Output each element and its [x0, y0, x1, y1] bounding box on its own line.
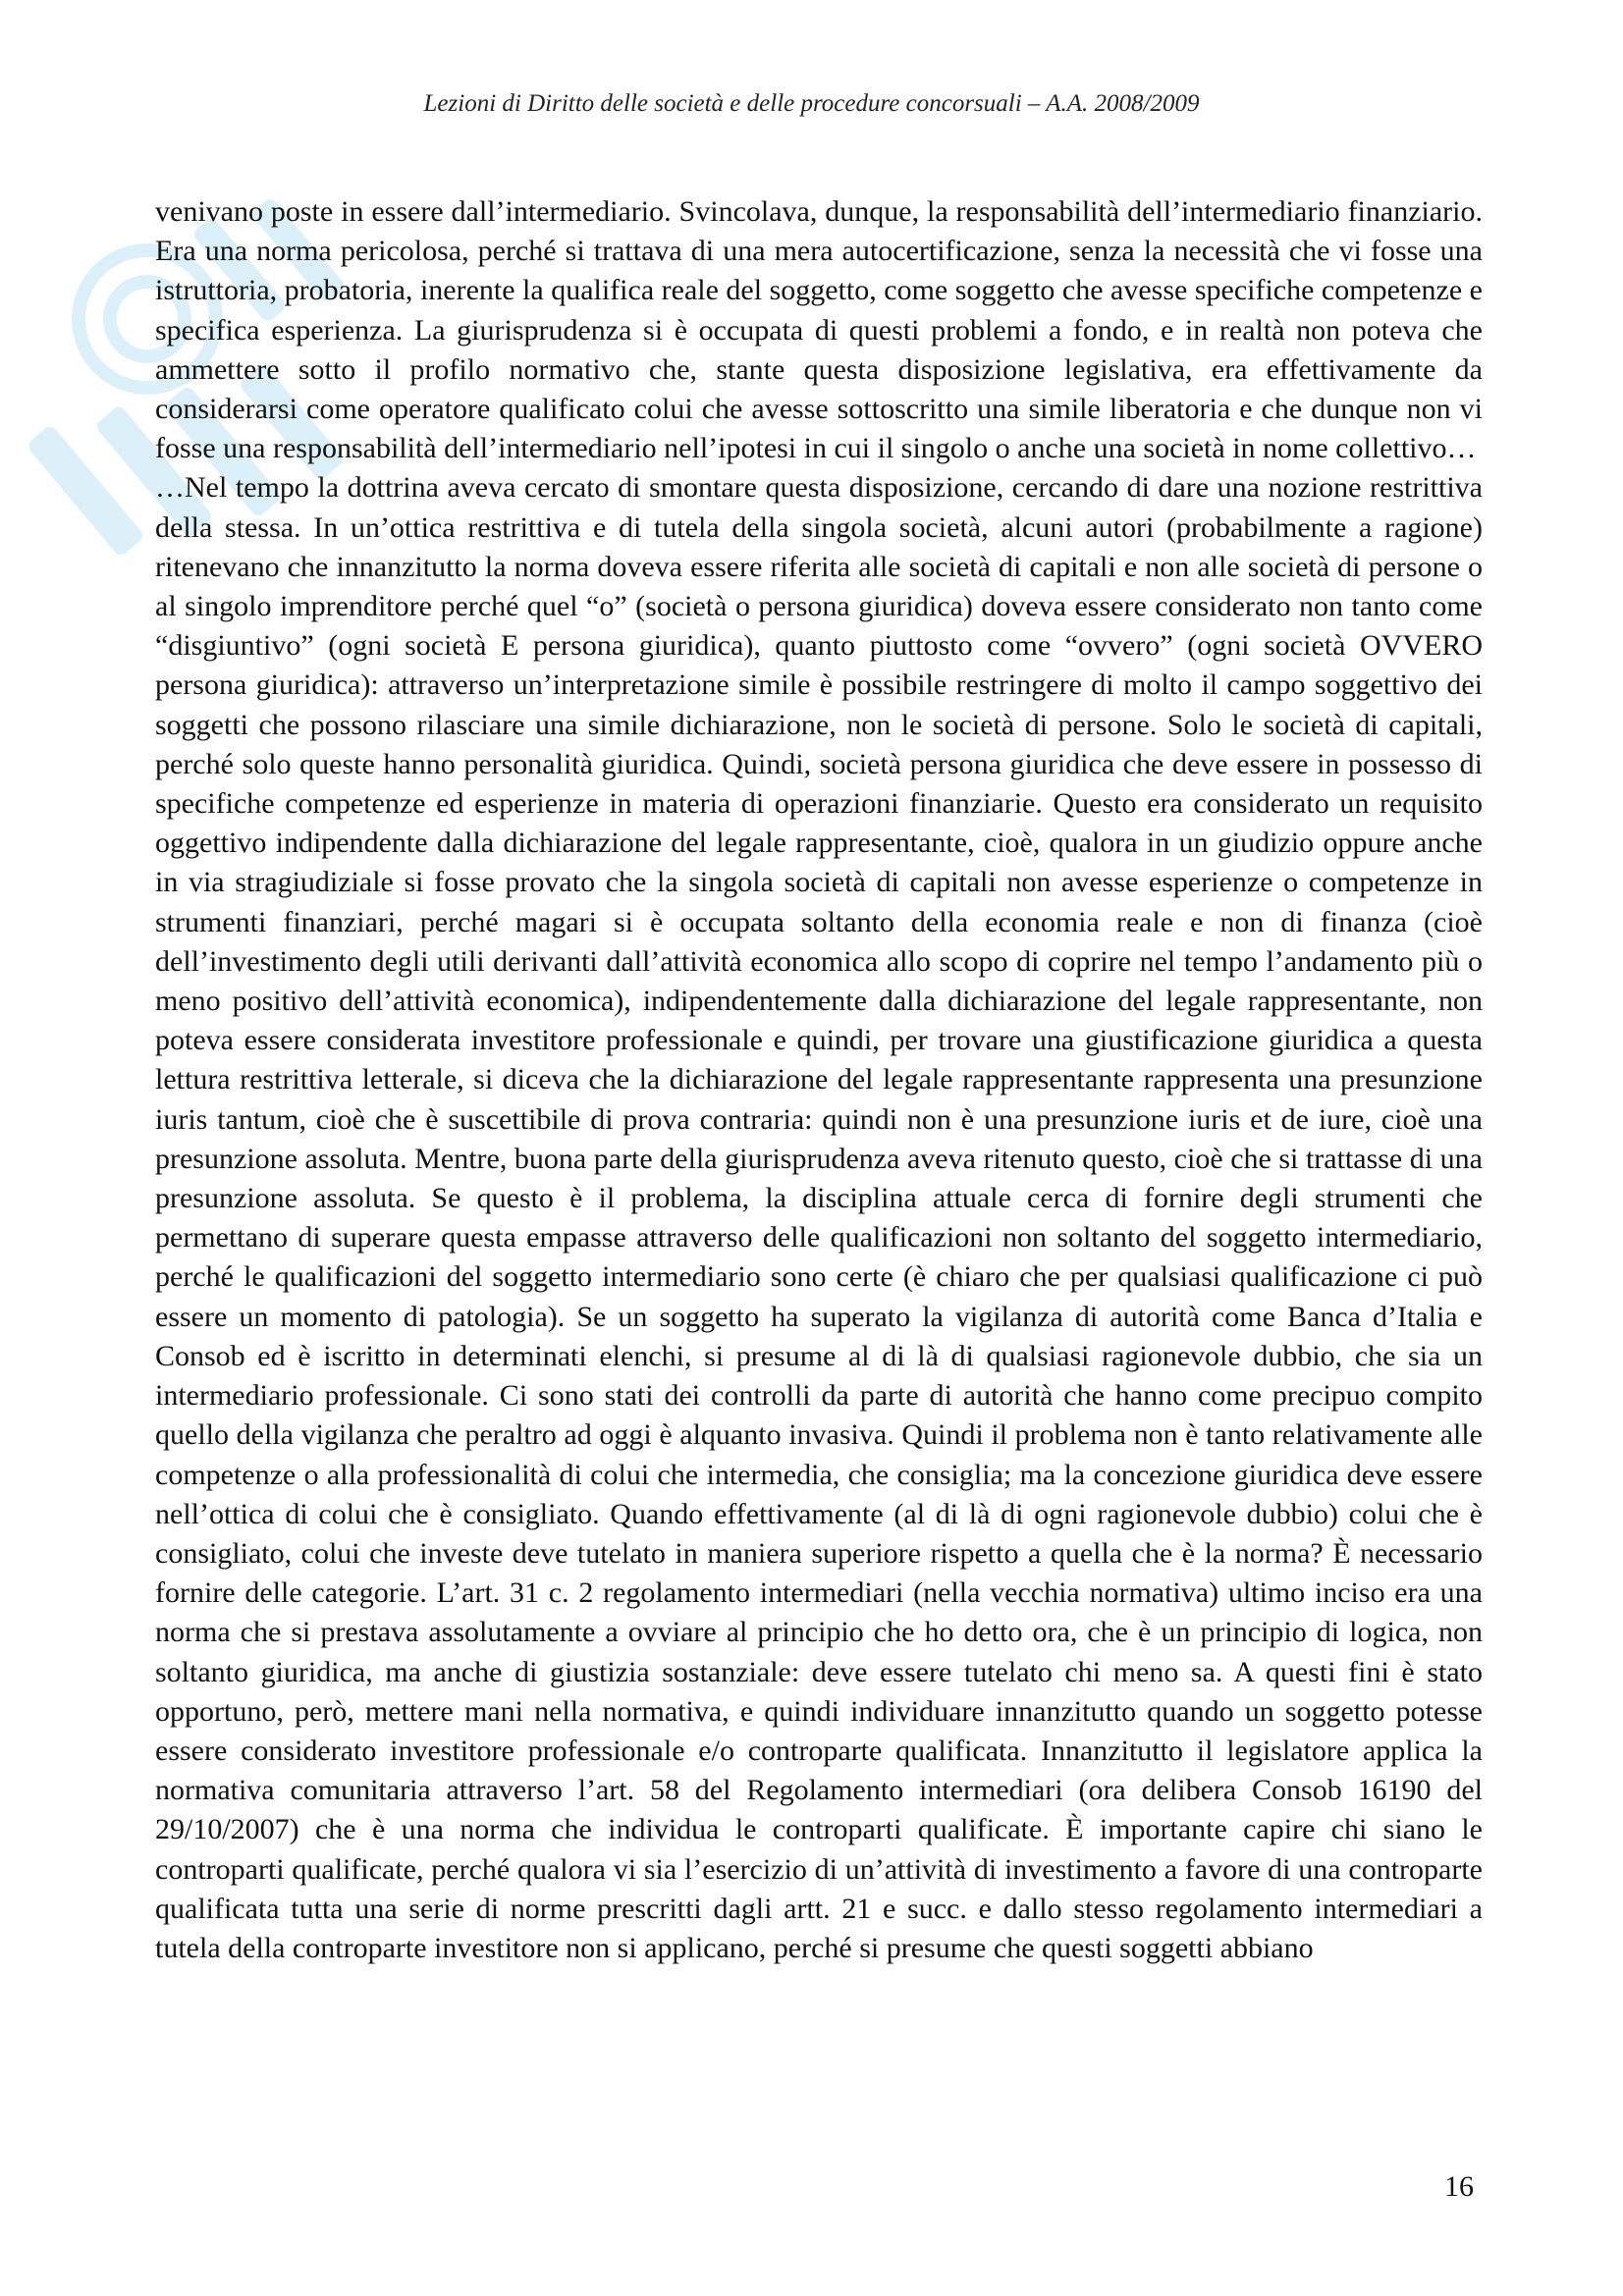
page-number: 16: [1444, 2170, 1474, 2203]
running-header: Lezioni di Diritto delle società e delle procedure concorsuali – A.A. 2008/2009: [423, 90, 1200, 117]
document-body: [155, 192, 1483, 1968]
body-paragraph: venivano poste in essere dall’intermediario. Svincolava, dunque, la responsabilità dell’intermediario finanziario. Era una norma pericolosa, perché si trattava di una mera autocertificazione, senza la necessità che vi fosse una istruttoria, probatoria, inerente la qualifica reale del soggetto, come soggetto che avesse specifiche competenze e specifica esperienza. La giurisprudenza si è occupata di questi problemi a fondo, e in realtà non poteva che ammettere sotto il profilo normativo che, stante questa disposizione legislativa, era effettivamente da considerarsi come operatore qualificato colui che avesse sottoscritto una simile liberatoria e che dunque non vi fosse una responsabilità dell’intermediario nell’ipotesi in cui il singolo o anche una società in nome collettivo…: [155, 195, 1483, 465]
body-paragraph: …Nel tempo la dottrina aveva cercato di smontare questa disposizione, cercando di dare una nozione restrittiva della stessa. In un’ottica restrittiva e di tutela della singola società, alcuni autori (probabilmente a ragione) ritenevano che innanzitutto la norma doveva essere riferita alle società di capitali e non alle società di persone o al singolo imprenditore perché quel “o” (società o persona giuridica) doveva essere considerato non tanto come “disgiuntivo” (ogni società E persona giuridica), quanto piuttosto come “ovvero” (ogni società OVVERO persona giuridica): attraverso un’interpretazione simile è possibile restringere di molto il campo soggettivo dei soggetti che possono rilasciare una simile dichiarazione, non le società di persone. Solo le società di capitali, perché solo queste hanno personalità giuridica. Quindi, società persona giuridica che deve essere in possesso di specifiche competenze ed esperienze in materia di operazioni finanziarie. Questo era considerato un requisito oggettivo indipendente dalla dichiarazione del legale rappresentante, cioè, qualora in un giudizio oppure anche in via stragiudiziale si fosse provato che la singola società di capitali non avesse esperienze o competenze in strumenti finanziari, perché magari si è occupata soltanto della economia reale e non di finanza (cioè dell’investimento degli utili derivanti dall’attività economica allo scopo di coprire nel tempo l’andamento più o meno positivo dell’attività economica), indipendentemente dalla dichiarazione del legale rappresentante, non poteva essere considerata investitore professionale e quindi, per trovare una giustificazione giuridica a questa lettura restrittiva letterale, si diceva che la dichiarazione del legale rappresentante rappresenta una presunzione iuris tantum, cioè che è suscettibile di prova contraria: quindi non è una presunzione iuris et de iure, cioè una presunzione assoluta. Mentre, buona parte della giurisprudenza aveva ritenuto questo, cioè che si trattasse di una presunzione assoluta. Se questo è il problema, la disciplina attuale cerca di fornire degli strumenti che permettano di superare questa empasse attraverso delle qualificazioni non soltanto del soggetto intermediario, perché le qualificazioni del soggetto intermediario sono certe (è chiaro che per qualsiasi qualificazione ci può essere un momento di patologia). Se un soggetto ha superato la vigilanza di autorità come Banca d’Italia e Consob ed è iscritto in determinati elenchi, si presume al di là di qualsiasi ragionevole dubbio, che sia un intermediario professionale. Ci sono stati dei controlli da parte di autorità che hanno come precipuo compito quello della vigilanza che peraltro ad oggi è alquanto invasiva. Quindi il problema non è tanto relativamente alle competenze o alla professionalità di colui che intermedia, che consiglia; ma la concezione giuridica deve essere nell’ottica di colui che è consigliato. Quando effettivamente (al di là di ogni ragionevole dubbio) colui che è consigliato, colui che investe deve tutelato in maniera superiore rispetto a quella che è la norma? È necessario fornire delle categorie. L’art. 31 c. 2 regolamento intermediari (nella vecchia normativa) ultimo inciso era una norma che si prestava assolutamente a ovviare al principio che ho detto ora, che è un principio di logica, non soltanto giuridica, ma anche di giustizia sostanziale: deve essere tutelato chi meno sa. A questi fini è stato opportuno, però, mettere mani nella normativa, e quindi individuare innanzitutto quando un soggetto potesse essere considerato investitore professionale e/o controparte qualificata. Innanzitutto il legislatore applica la normativa comunitaria attraverso l’art. 58 del Regolamento intermediari (ora delibera Consob 16190 del 29/10/2007) che è una norma che individua le controparti qualificate. È importante capire chi siano le controparti qualificate, perché qualora vi sia l’esercizio di un’attività di investimento a favore di una controparte qualificata tutta una serie di norme prescritti dagli artt. 21 e succ. e dallo stesso regolamento intermediari a tutela della controparte investitore non si applicano, perché si presume che questi soggetti abbiano: [155, 471, 1483, 1964]
